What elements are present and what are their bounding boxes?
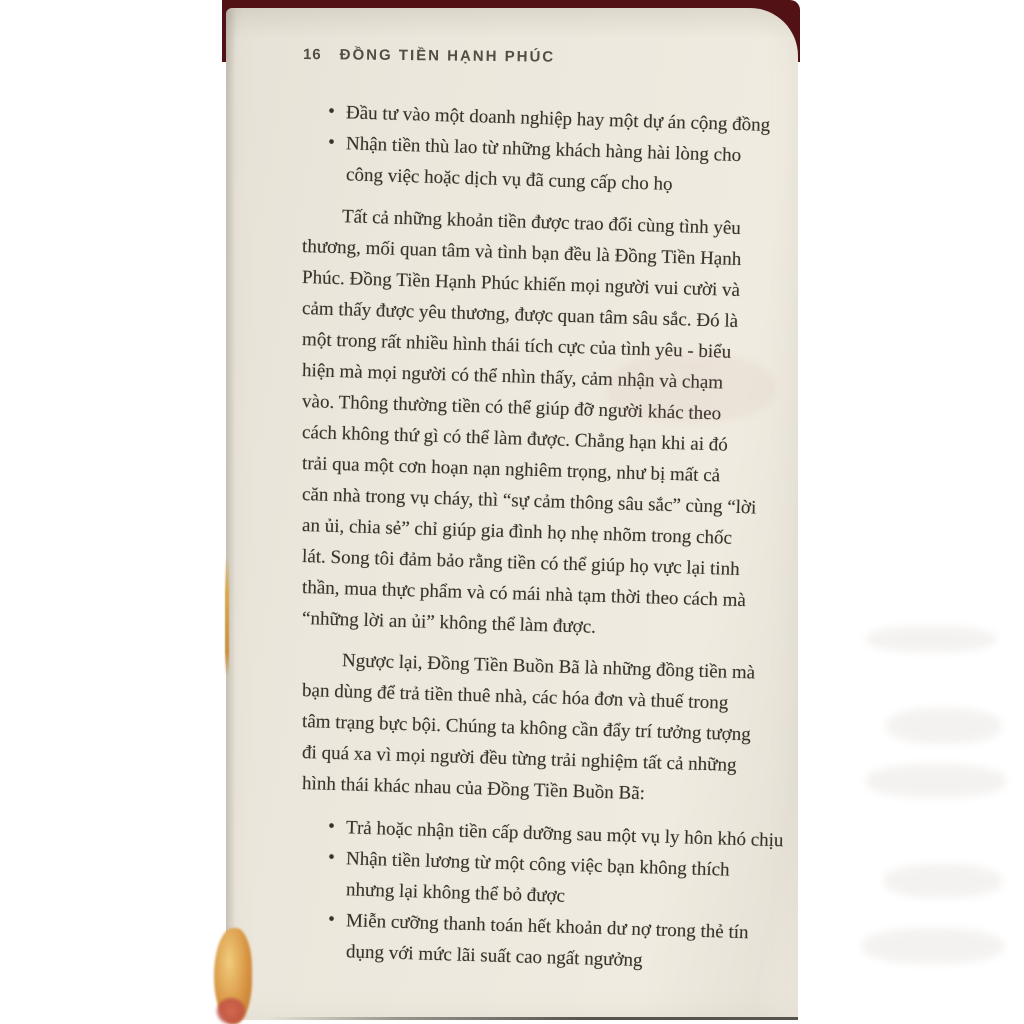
running-title: ĐỒNG TIỀN HẠNH PHÚC xyxy=(339,46,556,66)
ink-bleed-smudge xyxy=(606,353,776,423)
ink-bleed-smudge xyxy=(886,708,1001,744)
bullet-icon: • xyxy=(327,100,336,122)
finger-tip xyxy=(217,998,245,1024)
text-line-content: nhưng lại không thể bỏ được xyxy=(345,879,566,907)
text-line-content: căn nhà trong vụ cháy, thì “sự cảm thông sâu sắc” cùng “lời xyxy=(301,484,757,519)
bullet-icon: • xyxy=(327,908,336,930)
text-line-content: Phúc. Đồng Tiền Hạnh Phúc khiến mọi người vui cười và xyxy=(301,267,741,301)
text-line-content: cách không thứ gì có thể làm được. Chẳng hạn khi ai đó xyxy=(301,422,729,456)
page-number: 16 xyxy=(302,46,322,64)
text-line-content: an ủi, chia sẻ” chỉ giúp gia đình họ nhẹ nhõm trong chốc xyxy=(301,515,733,549)
text-line-content: cảm thấy được yêu thương, được quan tâm sâu sắc. Đó là xyxy=(301,298,739,332)
text-line-content: “những lời an ủi” không thể làm được. xyxy=(301,608,597,638)
text-line-content: hiện mà mọi người có thể nhìn thấy, cảm nhận và chạm xyxy=(301,360,724,394)
text-line-content: Miễn cưỡng thanh toán hết khoản dư nợ trong thẻ tín xyxy=(345,910,749,944)
text-line-content: Nhận tiền lương từ một công việc bạn không thích xyxy=(345,848,730,881)
text-line-content: thần, mua thực phẩm và có mái nhà tạm thời theo cách mà xyxy=(301,577,747,612)
text-line-content: Ngược lại, Đồng Tiền Buồn Bã là những đồng tiền mà xyxy=(341,650,756,684)
text-line-content: hình thái khác nhau của Đồng Tiền Buồn Bã: xyxy=(301,773,646,805)
text-line-content: lát. Song tôi đảm bảo rằng tiền có thể giúp họ vực lại tinh xyxy=(301,546,740,580)
text-line-content: Trả hoặc nhận tiền cấp dưỡng sau một vụ ly hôn khó chịu xyxy=(345,817,784,852)
bullet-item xyxy=(302,811,784,852)
paragraph xyxy=(301,644,784,805)
text-line-content: công việc hoặc dịch vụ đã cung cấp cho họ xyxy=(345,164,673,195)
ink-bleed-smudge xyxy=(866,764,1006,798)
page-text xyxy=(301,96,784,972)
bullet-icon: • xyxy=(327,846,336,868)
text-line-content: tâm trạng bực bội. Chúng ta không cần đẩy trí tưởng tượng xyxy=(301,711,752,746)
bullet-icon: • xyxy=(327,815,336,837)
text-line-content: dụng với mức lãi suất cao ngất ngưởng xyxy=(345,941,643,972)
text-line-content: thương, mối quan tâm và tình bạn đều là Đồng Tiền Hạnh xyxy=(301,236,742,271)
text-line-content: Nhận tiền thù lao từ những khách hàng hài lòng cho xyxy=(345,133,742,167)
bullet-icon: • xyxy=(327,131,336,153)
page-left-shadow xyxy=(226,8,236,1020)
text-line-content: bạn dùng để trả tiền thuê nhà, các hóa đơn và thuế trong xyxy=(301,680,729,714)
page-header xyxy=(303,46,555,66)
ink-bleed-smudge xyxy=(862,928,1004,964)
bullet-item xyxy=(302,96,784,136)
ink-bleed-smudge xyxy=(884,864,1002,898)
text-line-content: vào. Thông thường tiền có thể giúp đỡ người khác theo xyxy=(301,391,722,425)
page-bottom-edge xyxy=(266,1017,798,1020)
text-line-content: đi quá xa vì mọi người đều từng trải nghiệm tất cả những xyxy=(301,742,737,776)
cover-edge-sliver xyxy=(225,556,229,676)
ink-bleed-smudge xyxy=(866,626,996,652)
book-page xyxy=(226,8,798,1020)
text-line-content: Tất cả những khoản tiền được trao đổi cùng tình yêu xyxy=(341,206,742,240)
text-line-content: một trong rất nhiều hình thái tích cực của tình yêu - biểu xyxy=(301,329,732,363)
text-line-content: trải qua một cơn hoạn nạn nghiêm trọng, như bị mất cả xyxy=(301,453,721,487)
text-line-content: Đầu tư vào một doanh nghiệp hay một dự án cộng đồng xyxy=(345,102,771,136)
